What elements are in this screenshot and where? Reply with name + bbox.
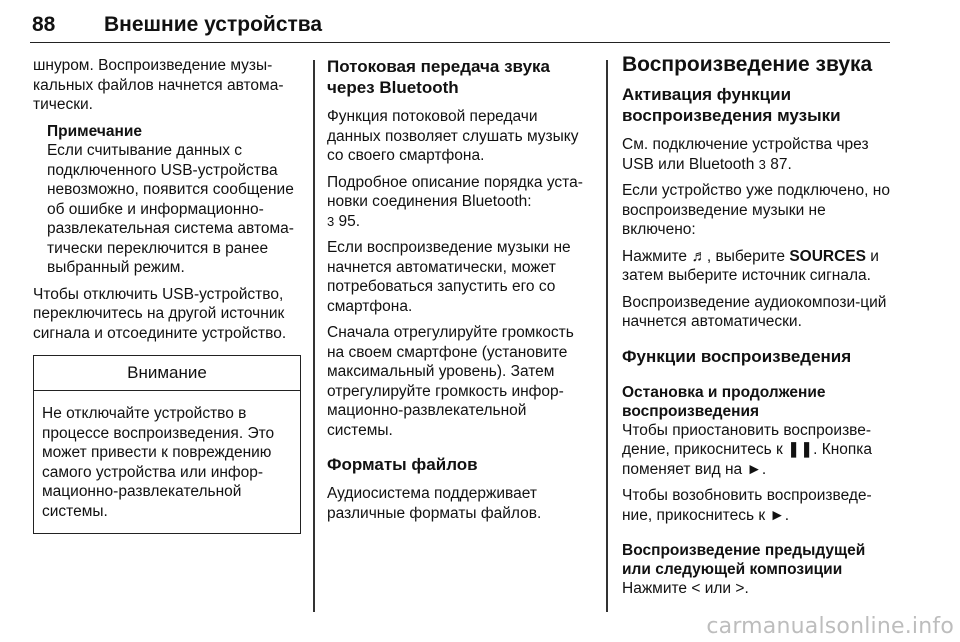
page-reference: 95. xyxy=(338,212,361,230)
paragraph xyxy=(327,173,595,232)
paragraph-text: и затем выберите источник сигнала. xyxy=(622,247,879,284)
paragraph xyxy=(622,421,890,480)
paragraph: шнуром. Воспроизведение музы-кальных файлов начнется автома-тически. xyxy=(33,57,284,113)
paragraph-text: Чтобы приостановить воспроизве-дение, прикоснитесь к xyxy=(622,421,872,458)
page-reference-icon: 3 xyxy=(327,213,335,229)
note-title: Примечание xyxy=(47,122,142,140)
section-heading: Форматы файлов xyxy=(327,455,478,474)
column-2 xyxy=(327,56,595,530)
paragraph-text: . xyxy=(784,506,790,524)
paragraph xyxy=(622,135,890,174)
watermark: carmanualsonline.info xyxy=(706,614,954,639)
paragraph-text: Нажмите xyxy=(622,580,688,597)
page-reference-icon: 3 xyxy=(758,156,766,172)
paragraph: Чтобы отключить USB-устройство, переключитесь на другой источник сигнала и отсоедините устройство. xyxy=(33,285,287,342)
paragraph: Сначала отрегулируйте громкость на своем смартфоне (установите максимальный уровень). Затем отрегулируйте громкость инфор-мационно-развлекательной системы. xyxy=(327,324,574,439)
paragraph-text: . xyxy=(761,460,767,478)
pause-icon: ❚❚ xyxy=(787,441,814,458)
music-note-icon: ♬ xyxy=(691,247,707,265)
column-3 xyxy=(622,52,890,606)
column-1 xyxy=(33,56,303,534)
page-number: 88 xyxy=(32,13,56,36)
paragraph-text: . Кнопка поменяет вид на xyxy=(622,441,873,478)
sources-label: SOURCES xyxy=(789,247,866,265)
note-block xyxy=(33,122,303,278)
warning-title: Внимание xyxy=(34,356,300,391)
column-divider xyxy=(606,60,608,612)
next-icon: > xyxy=(735,580,745,597)
paragraph xyxy=(622,486,890,525)
paragraph-text: . xyxy=(744,580,749,597)
section-heading: Активация функции воспроизведения музыки xyxy=(622,85,841,125)
warning-text: Не отключайте устройство в процессе воспроизведения. Это может привести к повреждению самого устройства или инфор-мационно-развлекательной системы. xyxy=(42,405,275,520)
page-header xyxy=(30,8,890,43)
paragraph: Воспроизведение аудиокомпози-ций начнется автоматически. xyxy=(622,293,887,330)
page-title: Внешние устройства xyxy=(104,13,323,36)
subsection-heading: Остановка и продолжение воспроизведения xyxy=(622,383,826,420)
warning-box xyxy=(33,355,301,534)
paragraph: Аудиосистема поддерживает различные форматы файлов. xyxy=(327,485,542,522)
paragraph: Функция потоковой передачи данных позволяет слушать музыку со своего смартфона. xyxy=(327,108,579,164)
paragraph: Если воспроизведение музыки не начнется автоматически, может потребоваться запустить его со смартфона. xyxy=(327,239,571,315)
paragraph xyxy=(622,579,890,599)
play-icon: ► xyxy=(769,506,785,524)
play-icon: ► xyxy=(746,460,762,478)
note-text: Если считывание данных с подключенного USB-устройства невозможно, появится сообщение об ошибке и информационно-развлекательная система автома-тически переключится в ранее выбранный режим. xyxy=(47,142,294,276)
paragraph-text: Нажмите xyxy=(622,247,688,265)
paragraph-text: или xyxy=(704,580,732,597)
paragraph xyxy=(622,247,890,286)
paragraph-text: Чтобы возобновить воспроизведе-ние, прикоснитесь к xyxy=(622,487,872,524)
paragraph-text: Подробное описание порядка уста-новки соединения Bluetooth: xyxy=(327,173,583,210)
previous-icon: < xyxy=(691,580,701,597)
subsection-heading: Воспроизведение предыдущей или следующей композиции xyxy=(622,542,866,578)
section-heading: Потоковая передача звука через Bluetooth xyxy=(327,57,550,97)
paragraph-text: См. подключение устройства чрез USB или Bluetooth xyxy=(622,136,869,173)
page-reference: 87. xyxy=(770,155,792,173)
column-divider xyxy=(313,60,315,612)
paragraph: Если устройство уже подключено, но воспроизведение музыки не включено: xyxy=(622,182,890,238)
section-heading: Функции воспроизведения xyxy=(622,346,852,366)
paragraph-text: , выберите xyxy=(706,247,785,265)
chapter-heading: Воспроизведение звука xyxy=(622,53,873,76)
